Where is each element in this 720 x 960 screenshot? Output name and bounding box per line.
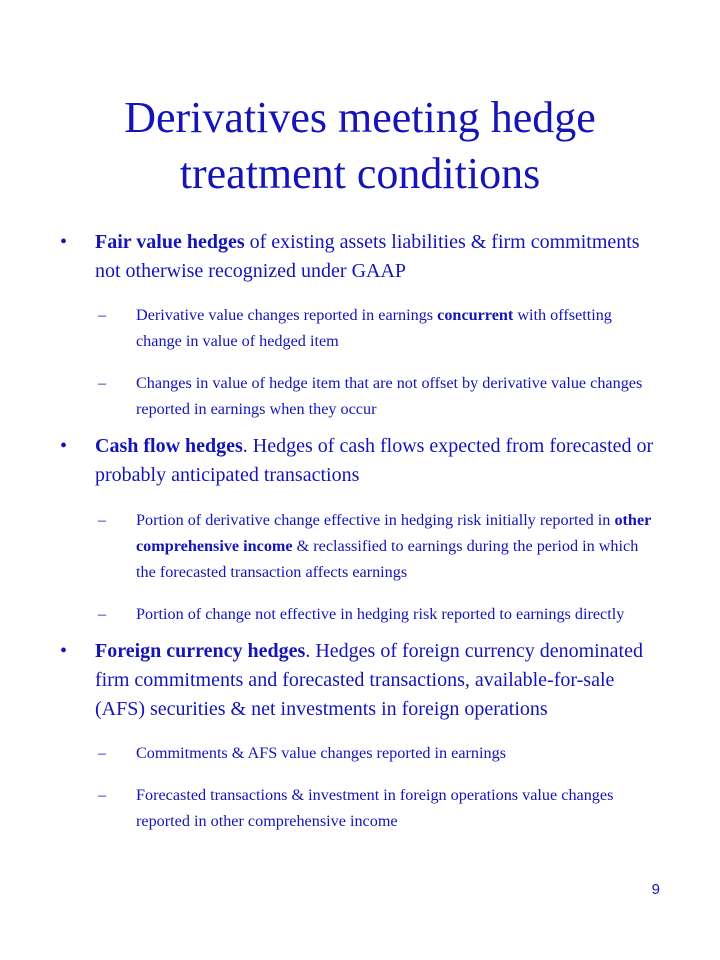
bullet-marker: • [60,639,68,662]
sub-item [98,740,660,766]
page-number: 9 [651,881,660,898]
sub-emphasis: other comprehensive income [136,510,652,555]
bullet-lead: Cash flow hedges [95,435,243,458]
sub-text-tail: & reclassified to earnings during the period in which the forecasted transaction affects earnings [136,536,639,581]
dash-marker: – [98,510,107,529]
bullet-marker: • [60,231,68,253]
sub-list [60,302,660,422]
sub-text: Changes in value of hedge item that are not offset by derivative value changes reported in earnings when they occur [136,374,643,419]
sub-emphasis: concurrent [437,306,514,325]
bullet-marker: • [60,435,68,458]
sub-text-tail: with offsetting change in value of hedged item [136,306,612,351]
sub-text: Portion of derivative change effective in hedging risk initially reported in [136,510,615,529]
sub-item [98,601,660,627]
sub-item [98,507,660,585]
dash-marker: – [98,604,107,623]
sub-text: Portion of change not effective in hedging risk reported to earnings directly [136,604,625,623]
sub-item [98,782,660,834]
dash-marker: – [98,743,107,762]
bullet-fair-value-hedges [60,228,660,286]
bullet-text: . Hedges of cash flows expected from forecasted or probably anticipated transactions [95,435,654,487]
dash-marker: – [98,374,107,393]
sub-text: Forecasted transactions & investment in foreign operations value changes reported in other comprehensive income [136,786,614,831]
sub-text: Derivative value changes reported in earnings [136,306,438,325]
bullet-text: . Hedges of foreign currency denominated firm commitments and forecasted transactions, available-for-sale (AFS) securities & net investments in foreign operations [95,639,643,720]
sub-item [98,370,660,422]
sub-text: Commitments & AFS value changes reported in earnings [136,743,507,762]
bullet-list [60,228,660,844]
bullet-text: of existing assets liabilities & firm commitments not otherwise recognized under GAAP [95,231,640,282]
bullet-cash-flow-hedges [60,432,660,490]
dash-marker: – [98,786,107,805]
bullet-lead: Fair value hedges [95,231,245,253]
bullet-lead: Foreign currency hedges [95,639,306,662]
bullet-foreign-currency-hedges [60,637,660,724]
slide-title: Derivatives meeting hedge treatment conditions [124,93,596,198]
sub-list [60,507,660,627]
sub-list [60,740,660,834]
sub-item [98,302,660,354]
dash-marker: – [98,306,107,325]
